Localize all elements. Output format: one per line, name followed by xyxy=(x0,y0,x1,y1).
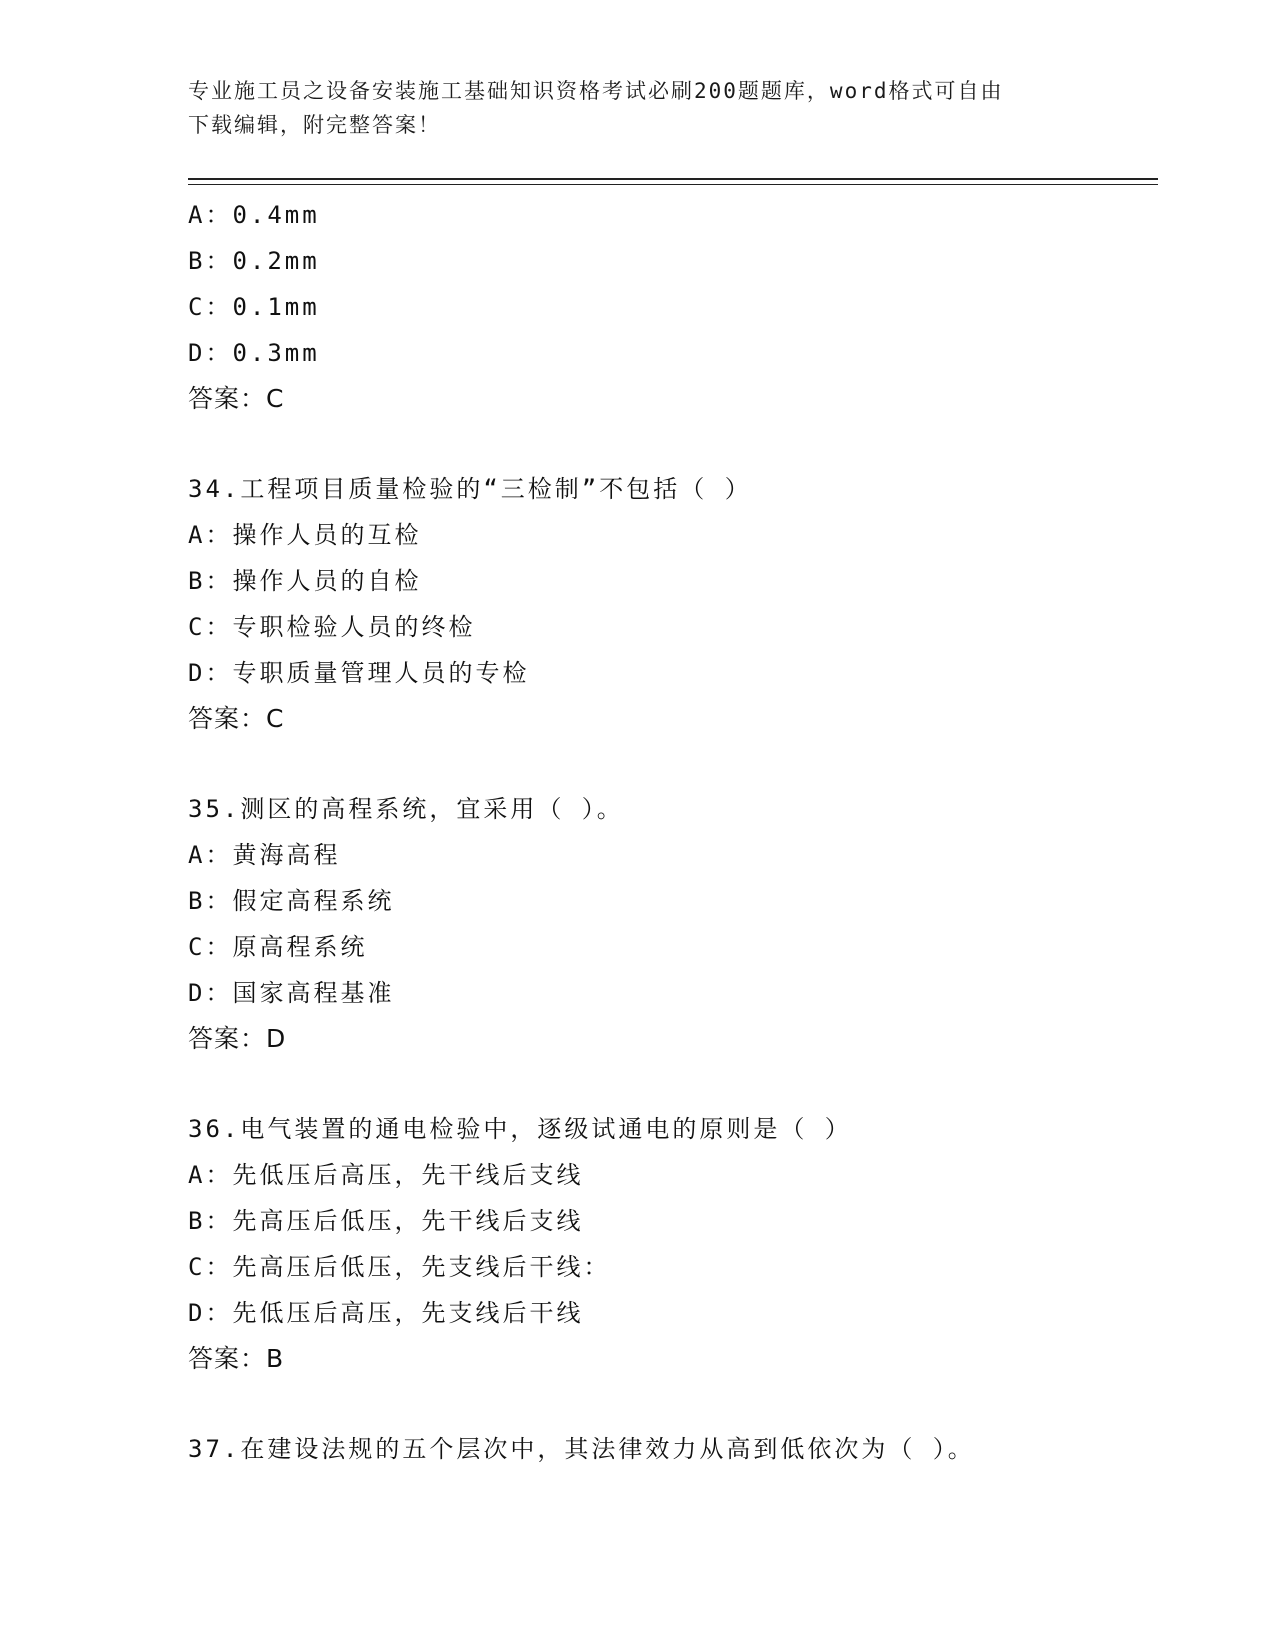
option-a: A：先低压后高压，先干线后支线 xyxy=(188,1161,584,1189)
option-b: B：假定高程系统 xyxy=(188,887,395,915)
option-a: A：黄海高程 xyxy=(188,841,341,869)
question-block-36 xyxy=(188,1106,1158,1382)
header-line-2: 下载编辑，附完整答案！ xyxy=(188,113,441,137)
option-d: D：专职质量管理人员的专检 xyxy=(188,659,530,687)
option-d: D：国家高程基准 xyxy=(188,979,395,1007)
document-header xyxy=(188,74,1088,142)
answer: 答案：B xyxy=(188,1344,285,1373)
option-c: C：专职检验人员的终检 xyxy=(188,613,476,641)
option-b: B：先高压后低压，先干线后支线 xyxy=(188,1207,584,1235)
option-d: D：先低压后高压，先支线后干线 xyxy=(188,1299,584,1327)
option-b: B：操作人员的自检 xyxy=(188,567,422,595)
answer: 答案：C xyxy=(188,384,285,413)
question-block-34 xyxy=(188,466,1158,742)
question-block-33 xyxy=(188,192,1158,422)
header-line-1: 专业施工员之设备安装施工基础知识资格考试必刷200题题库，word格式可自由 xyxy=(188,79,1004,103)
option-b: B：0.2mm xyxy=(188,247,320,275)
option-c: C：0.1mm xyxy=(188,293,320,321)
question-block-37 xyxy=(188,1426,1158,1472)
question-text: 35.测区的高程系统，宜采用（ ）。 xyxy=(188,795,624,823)
question-text: 37.在建设法规的五个层次中，其法律效力从高到低依次为（ ）。 xyxy=(188,1435,975,1463)
question-block-35 xyxy=(188,786,1158,1062)
header-divider-thick xyxy=(188,178,1158,180)
question-text: 36.电气装置的通电检验中，逐级试通电的原则是（ ） xyxy=(188,1115,852,1143)
question-text: 34.工程项目质量检验的“三检制”不包括（ ） xyxy=(188,475,752,503)
answer: 答案：C xyxy=(188,704,285,733)
option-c: C：原高程系统 xyxy=(188,933,368,961)
answer: 答案：D xyxy=(188,1024,287,1053)
option-a: A：操作人员的互检 xyxy=(188,521,422,549)
question-list xyxy=(188,192,1158,1472)
header-divider-thin xyxy=(188,184,1158,185)
option-c: C：先高压后低压，先支线后干线： xyxy=(188,1253,611,1281)
option-a: A：0.4mm xyxy=(188,201,320,229)
option-d: D：0.3mm xyxy=(188,339,320,367)
